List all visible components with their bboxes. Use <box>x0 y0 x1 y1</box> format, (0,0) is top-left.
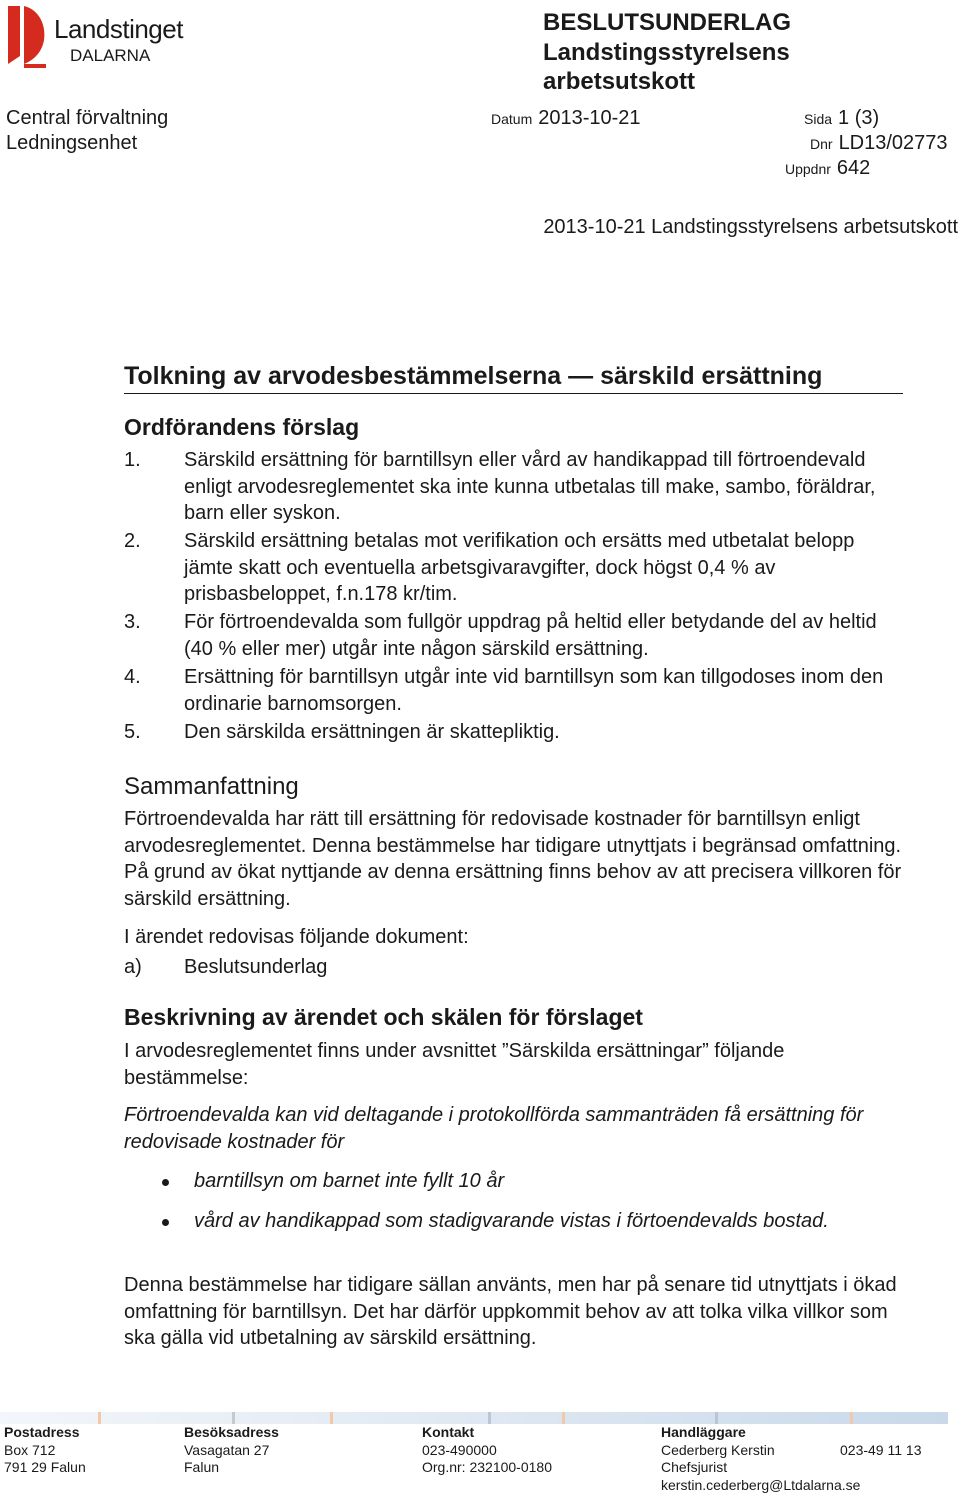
logo-region: DALARNA <box>70 46 150 66</box>
bullet-dot-icon <box>162 1219 169 1226</box>
proposal-item-number: 2. <box>124 528 141 555</box>
dnr-label: Dnr <box>810 136 833 152</box>
datum-label: Datum <box>491 111 532 127</box>
bullet-dot-icon <box>162 1179 169 1186</box>
proposal-heading: Ordförandens förslag <box>124 414 359 441</box>
footer-handlaggare-title: Chefsjurist <box>661 1459 860 1477</box>
footer-handlaggare-name: Cederberg Kerstin <box>661 1442 860 1460</box>
footer-kontakt-phone: 023-490000 <box>422 1442 552 1460</box>
summary-text: Förtroendevalda har rätt till ersättning för redovisade kostnader för barntillsyn enligt arvodesreglementet. Denna bestämmelse har tidigare utnyttjats i begränsad omfattning. På grund av ökat nyttjande av denna ersättning finns behov av att precisera villkoren för särskild ersättning. <box>124 806 904 912</box>
proposal-item-text: Särskild ersättning betalas mot verifikation och ersätts med utbetalat belopp jämte skatt och eventuella arbetsgivaravgifter, dock högst 0,4 % av prisbasbeloppet, f.n.178 kr/tim. <box>184 528 904 608</box>
document-title: Tolkning av arvodesbestämmelserna — särskild ersättning <box>124 362 822 391</box>
sida-value: 1 (3) <box>838 107 879 129</box>
sida-field <box>804 106 879 132</box>
footer-kontakt-label: Kontakt <box>422 1424 552 1442</box>
footer-color-band <box>0 1412 960 1424</box>
quote-bullet-item <box>124 1208 904 1235</box>
footer-besoksadress-label: Besöksadress <box>184 1424 279 1442</box>
footer-postadress-line1: Box 712 <box>4 1442 86 1460</box>
footer-handlaggare-email[interactable]: kerstin.cederberg@Ltdalarna.se <box>661 1477 860 1494</box>
uppdnr-field <box>785 156 870 182</box>
org-line-2: Ledningsenhet <box>6 131 168 156</box>
dnr-value: LD13/02773 <box>839 132 948 154</box>
description-intro: I arvodesreglementet finns under avsnittet ”Särskilda ersättningar” följande bestämmelse: <box>124 1038 904 1091</box>
document-type: BESLUTSUNDERLAG <box>543 8 791 37</box>
proposal-item <box>124 719 904 746</box>
logo-name: Landstinget <box>54 14 183 45</box>
footer-kontakt <box>422 1424 552 1477</box>
proposal-item <box>124 664 904 717</box>
document-list-text: Beslutsunderlag <box>184 954 904 981</box>
footer-postadress-label: Postadress <box>4 1424 86 1442</box>
proposal-item-text: Den särskilda ersättningen är skattepliktig. <box>184 719 904 746</box>
proposal-item-number: 1. <box>124 447 141 474</box>
proposal-item <box>124 609 904 662</box>
footer-postadress <box>4 1424 86 1477</box>
summary-heading: Sammanfattning <box>124 773 299 801</box>
datum-field <box>491 106 641 132</box>
datum-value: 2013-10-21 <box>538 107 640 129</box>
uppdnr-label: Uppdnr <box>785 161 831 177</box>
footer-besoksadress-line2: Falun <box>184 1459 279 1477</box>
description-closing: Denna bestämmelse har tidigare sällan använts, men har på senare tid utnyttjats i ökad omfattning för barntillsyn. Det har därför uppkommit behov av att tolka vilka villkor som ska gälla vid utbetalning av särskild ersättning. <box>124 1272 904 1352</box>
documents-intro: I ärendet redovisas följande dokument: <box>124 924 904 951</box>
footer-besoksadress <box>184 1424 279 1477</box>
proposal-item-text: För förtroendevalda som fullgör uppdrag på heltid eller betydande del av heltid (40 % eller mer) utgår inte någon särskild ersättning. <box>184 609 904 662</box>
proposal-item-number: 3. <box>124 609 141 636</box>
title-divider <box>124 393 903 394</box>
proposal-item-text: Särskild ersättning för barntillsyn eller vård av handikappad till förtroendevald enligt arvodesreglementet ska inte kunna utbetalas till make, sambo, föräldrar, barn eller syskon. <box>184 447 904 527</box>
description-heading: Beskrivning av ärendet och skälen för förslaget <box>124 1004 643 1031</box>
document-list-label: a) <box>124 954 142 981</box>
footer-handlaggare <box>661 1424 860 1494</box>
landstinget-logo <box>6 4 176 68</box>
proposal-item-text: Ersättning för barntillsyn utgår inte vid barntillsyn som kan tillgodoses inom den ordinarie barnomsorgen. <box>184 664 904 717</box>
quote-bullet-text: barntillsyn om barnet inte fyllt 10 år <box>194 1168 904 1195</box>
document-subtitle: Landstingsstyrelsens arbetsutskott <box>543 38 843 96</box>
dnr-field <box>810 131 948 157</box>
landstinget-mark-icon <box>6 4 48 68</box>
proposal-item <box>124 528 904 608</box>
footer-handlaggare-label: Handläggare <box>661 1424 860 1442</box>
sida-label: Sida <box>804 111 832 127</box>
proposal-item-number: 5. <box>124 719 141 746</box>
organization <box>6 106 168 156</box>
uppdnr-value: 642 <box>837 157 870 179</box>
quote-bullet-text: vård av handikappad som stadigvarande vistas i förtoendevalds bostad. <box>194 1208 904 1235</box>
org-line-1: Central förvaltning <box>6 106 168 131</box>
proposal-item-number: 4. <box>124 664 141 691</box>
proposal-item <box>124 447 904 527</box>
document-list-item <box>124 954 904 981</box>
footer-besoksadress-line1: Vasagatan 27 <box>184 1442 279 1460</box>
meeting-line: 2013-10-21 Landstingsstyrelsens arbetsutskott <box>543 216 958 239</box>
footer-postadress-line2: 791 29 Falun <box>4 1459 86 1477</box>
description-quote: Förtroendevalda kan vid deltagande i protokollförda sammanträden få ersättning för redovisade kostnader för <box>124 1102 904 1155</box>
quote-bullet-item <box>124 1168 904 1195</box>
footer-handlaggare-phone: 023-49 11 13 <box>840 1442 921 1460</box>
footer-kontakt-orgnr: Org.nr: 232100-0180 <box>422 1459 552 1477</box>
